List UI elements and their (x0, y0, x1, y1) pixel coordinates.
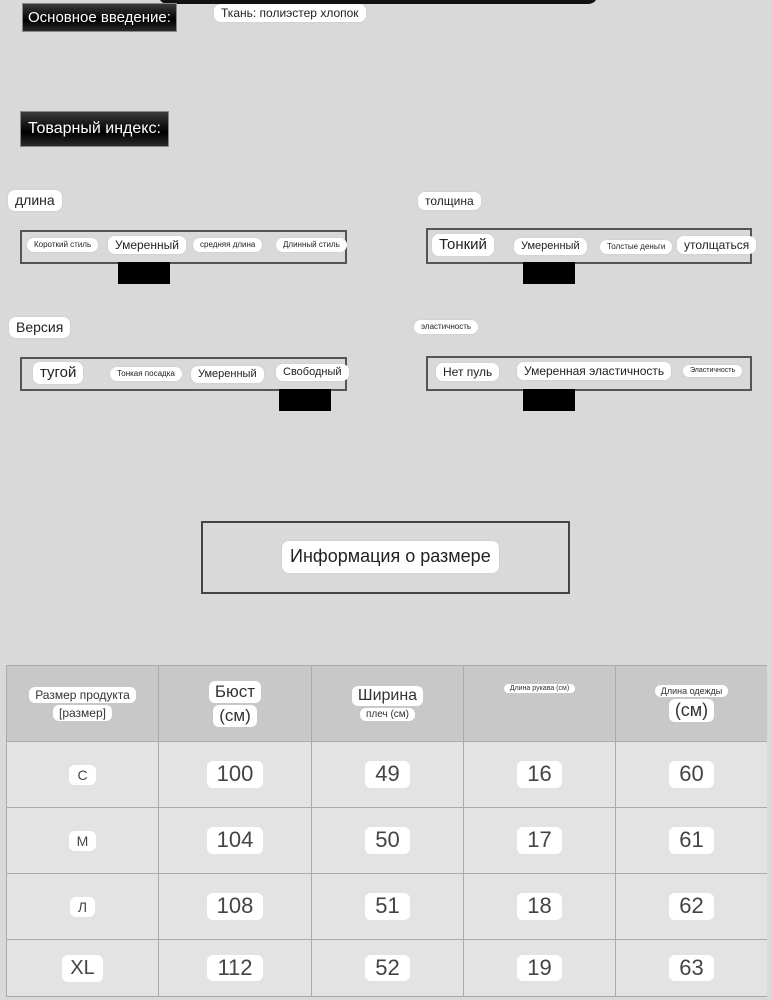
length-option-short: Короткий стиль (27, 238, 98, 252)
sleeve-cell-wrap (464, 874, 616, 940)
header-bust-line1: Бюст (209, 681, 261, 703)
elasticity-option-high: Эластичность (683, 365, 742, 377)
version-option-moderate: Умеренный (191, 366, 264, 383)
sleeve-cell: 17 (517, 827, 561, 853)
table-row (7, 808, 159, 874)
header-sleeve (464, 666, 616, 742)
shoulder-cell: 50 (365, 827, 409, 853)
elasticity-option-none: Нет пуль (436, 363, 499, 381)
bust-cell-wrap (159, 742, 312, 808)
table-row (7, 940, 159, 996)
bust-cell-wrap (159, 940, 312, 996)
fabric-text: Ткань: полиэстер хлопок (214, 4, 366, 22)
length-cell-wrap (616, 808, 767, 874)
shoulder-cell-wrap (312, 808, 464, 874)
elasticity-option-moderate: Умеренная эластичность (517, 362, 671, 380)
shoulder-cell: 51 (365, 893, 409, 919)
length-cell: 63 (669, 955, 713, 981)
shoulder-cell: 49 (365, 761, 409, 787)
thickness-option-thicken: утолщаться (677, 236, 756, 254)
header-length-line1: Длина одежды (655, 685, 729, 697)
header-sleeve-line1: Длина рукава (см) (504, 684, 575, 693)
shoulder-cell-wrap (312, 742, 464, 808)
version-option-tight: тугой (33, 362, 83, 384)
index-label: Товарный индекс: (20, 111, 169, 147)
bust-cell: 108 (207, 893, 264, 919)
sleeve-cell-wrap (464, 742, 616, 808)
thickness-title: толщина (418, 192, 481, 210)
bust-cell: 100 (207, 761, 264, 787)
length-cell: 62 (669, 893, 713, 919)
length-title: длина (8, 190, 62, 211)
sleeve-cell: 16 (517, 761, 561, 787)
header-bust (159, 666, 312, 742)
length-option-long: Длинный стиль (276, 238, 347, 252)
length-cell-wrap (616, 940, 767, 996)
length-cell: 61 (669, 827, 713, 853)
size-cell: XL (62, 955, 102, 982)
length-option-medium: средняя длина (193, 238, 262, 252)
header-bust-line2: (см) (213, 705, 257, 727)
header-size (7, 666, 159, 742)
length-cell-wrap (616, 742, 767, 808)
header-shoulder-line2: плеч (см) (360, 708, 415, 721)
length-cell: 60 (669, 761, 713, 787)
shoulder-cell-wrap (312, 874, 464, 940)
size-cell: С (69, 765, 95, 785)
intro-label: Основное введение: (22, 3, 177, 32)
version-marker (279, 389, 331, 411)
size-cell: Л (70, 897, 95, 917)
thickness-marker (523, 262, 575, 284)
thickness-option-moderate: Умеренный (514, 238, 587, 255)
header-size-line2: [размер] (53, 705, 112, 721)
size-table (6, 665, 767, 997)
length-marker (118, 262, 170, 284)
sleeve-cell-wrap (464, 808, 616, 874)
shoulder-cell-wrap (312, 940, 464, 996)
thickness-option-thick: Толстые деньги (600, 240, 672, 254)
header-size-line1: Размер продукта (29, 687, 136, 703)
sleeve-cell: 19 (517, 955, 561, 981)
elasticity-title: эластичность (414, 320, 478, 334)
sleeve-cell: 18 (517, 893, 561, 919)
elasticity-marker (523, 389, 575, 411)
size-cell: М (69, 831, 97, 851)
thickness-option-thin: Тонкий (432, 234, 494, 256)
bust-cell: 104 (207, 827, 264, 853)
table-row (7, 742, 159, 808)
bust-cell-wrap (159, 874, 312, 940)
header-shoulder (312, 666, 464, 742)
bust-cell-wrap (159, 808, 312, 874)
table-row (7, 874, 159, 940)
header-shoulder-line1: Ширина (352, 686, 423, 706)
version-option-slim: Тонкая посадка (110, 367, 182, 381)
bust-cell: 112 (207, 955, 262, 981)
header-length-line2: (см) (669, 699, 714, 722)
version-option-loose: Свободный (276, 364, 349, 381)
length-cell-wrap (616, 874, 767, 940)
length-option-moderate: Умеренный (108, 236, 186, 254)
size-info-title: Информация о размере (282, 541, 499, 573)
sleeve-cell-wrap (464, 940, 616, 996)
shoulder-cell: 52 (365, 955, 409, 981)
header-garment-length (616, 666, 767, 742)
version-title: Версия (9, 317, 70, 338)
